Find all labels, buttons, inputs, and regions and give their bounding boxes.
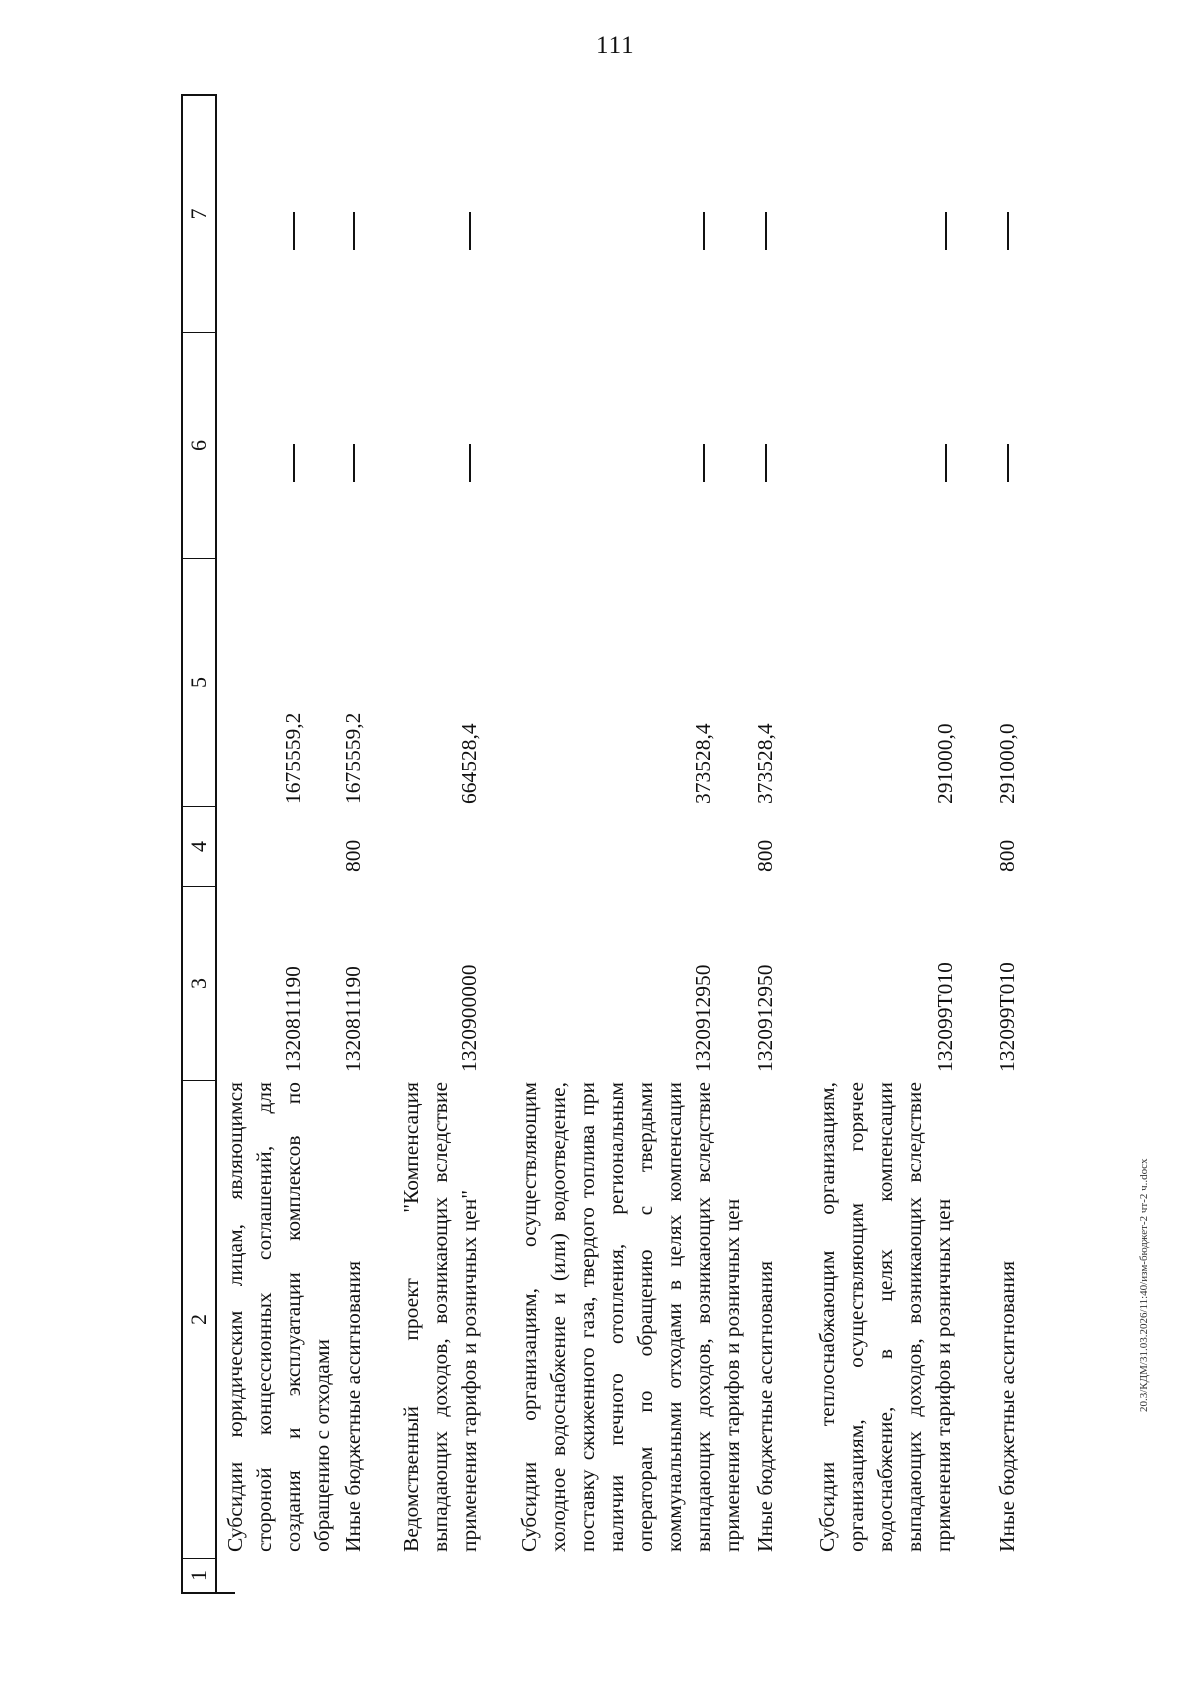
header-col-7: 7 bbox=[186, 208, 211, 220]
row-2-amount: 1675559,2 bbox=[341, 712, 365, 804]
row-7-col6-dash bbox=[1007, 444, 1009, 482]
row-6-col6-dash bbox=[945, 444, 947, 482]
row-1-name: Субсидии юридическим лицам, являющимся стороной концессионных соглашений, для создания и эксплуатации комплексов по обращению с отходами bbox=[223, 1082, 334, 1552]
row-3-name: Ведомственный проект "Компенсация выпадающих доходов, возникающих вследствие применения тарифов и розничных цен" bbox=[399, 1082, 481, 1552]
row-1-col7-dash bbox=[293, 212, 295, 250]
row-6-name: Субсидии теплоснабжающим организациям, организациям, осуществляющим горячее водоснабжение, в целях компенсации выпадающих доходов, возникающих вследствие применения тарифов и розничных цен bbox=[815, 1082, 955, 1552]
column-1-border bbox=[215, 1592, 235, 1594]
row-6-col7-dash bbox=[945, 212, 947, 250]
row-3-col6-dash bbox=[469, 444, 471, 482]
row-4-name: Субсидии организациям, осуществляющим холодное водоснабжение и (или) водоотведение, поставку сжиженного газа, твердого топлива при наличии печного отопления, региональным операторам по обращению с твердыми коммунальными отходами в целях компенсации выпадающих доходов, возникающих вследствие применения тарифов и розничных цен bbox=[517, 1082, 744, 1552]
row-7-name: Иные бюджетные ассигнования bbox=[995, 1260, 1019, 1552]
row-4-amount: 373528,4 bbox=[691, 723, 715, 804]
row-2-type: 800 bbox=[341, 839, 365, 872]
header-col-4: 4 bbox=[183, 806, 215, 886]
header-col-6: 6 bbox=[183, 332, 215, 558]
row-4-code: 1320912950 bbox=[691, 964, 715, 1072]
row-5-col6-dash bbox=[765, 444, 767, 482]
row-6-amount: 291000,0 bbox=[933, 723, 957, 804]
row-1-code: 1320811190 bbox=[281, 966, 305, 1072]
table-header bbox=[181, 94, 217, 1594]
header-col-2: 2 bbox=[183, 1080, 215, 1558]
page-number: 111 bbox=[596, 32, 635, 59]
footer-document-code: 20.3/КДМ/31.03.2026/11:40/изм-бюджет-2 чт-2 ч..docx bbox=[1138, 1158, 1150, 1412]
row-7-code: 132099Т010 bbox=[995, 962, 1019, 1072]
row-5-amount: 373528,4 bbox=[753, 723, 777, 804]
row-2-name: Иные бюджетные ассигнования bbox=[341, 1260, 365, 1552]
row-3-col7-dash bbox=[469, 212, 471, 250]
row-5-type: 800 bbox=[753, 839, 777, 872]
row-7-col7-dash bbox=[1007, 212, 1009, 250]
row-7-type: 800 bbox=[995, 839, 1019, 872]
row-1-amount: 1675559,2 bbox=[281, 712, 305, 804]
row-3-amount: 664528,4 bbox=[457, 723, 481, 804]
row-5-col7-dash bbox=[765, 212, 767, 250]
row-4-col6-dash bbox=[703, 444, 705, 482]
row-2-col6-dash bbox=[353, 444, 355, 482]
row-2-col7-dash bbox=[353, 212, 355, 250]
header-col-5: 5 bbox=[183, 558, 215, 806]
row-6-code: 132099Т010 bbox=[933, 962, 957, 1072]
row-5-code: 1320912950 bbox=[753, 964, 777, 1072]
row-5-name: Иные бюджетные ассигнования bbox=[753, 1260, 777, 1552]
rotated-table bbox=[181, 94, 1081, 1594]
row-1-col6-dash bbox=[293, 444, 295, 482]
header-col-1: 1 bbox=[183, 1558, 215, 1592]
row-7-amount: 291000,0 bbox=[995, 723, 1019, 804]
row-4-col7-dash bbox=[703, 212, 705, 250]
header-col-3: 3 bbox=[183, 886, 215, 1080]
row-2-code: 1320811190 bbox=[341, 966, 365, 1072]
row-3-code: 1320900000 bbox=[457, 964, 481, 1072]
